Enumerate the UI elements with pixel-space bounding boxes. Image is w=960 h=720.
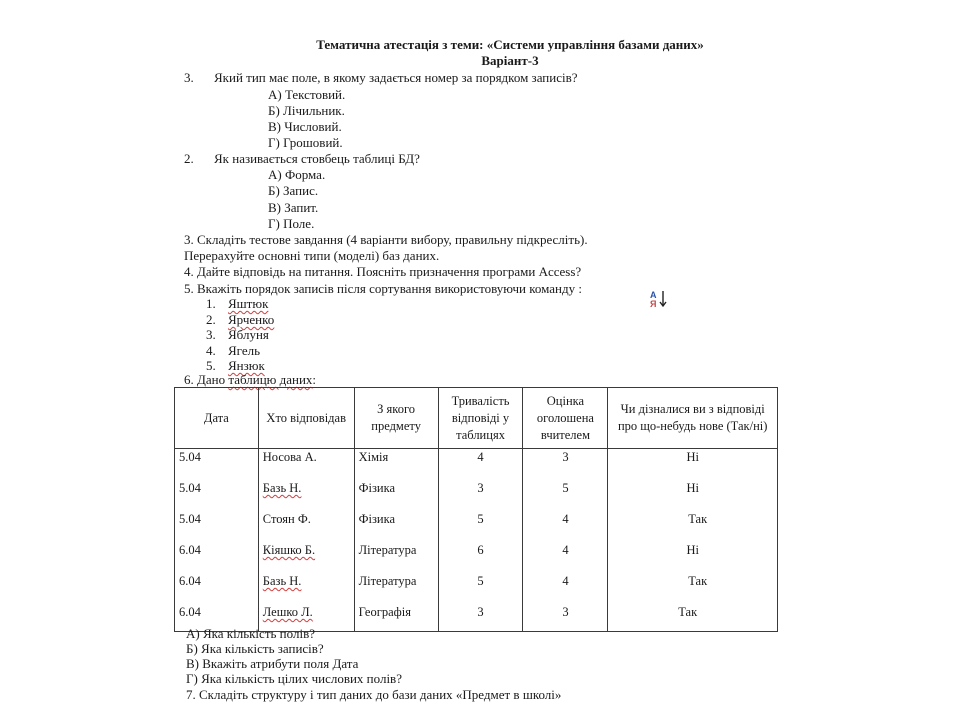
- q5-list-name-1: Яштюк: [228, 296, 269, 311]
- cell-date: 6.04: [175, 571, 259, 602]
- q5-list-num-5: 5.: [206, 358, 216, 373]
- cell-grade: 4: [523, 571, 608, 602]
- q6-subquestion-b: Б) Яка кількість записів?: [186, 641, 324, 656]
- cell-grade: 4: [523, 540, 608, 571]
- q6-subquestion-d: Г) Яка кількість цілих числових полів?: [186, 671, 402, 686]
- cell-duration: 5: [438, 571, 523, 602]
- q6-text-underlined: таблицю даних: [228, 372, 313, 387]
- cell-duration: 3: [438, 602, 523, 632]
- cell-grade: 3: [523, 449, 608, 479]
- header-learned-new: Чи дізналися ви з відповіді про що-небудь нове (Так/ні): [608, 388, 778, 449]
- cell-who: Стоян Ф.: [258, 509, 354, 540]
- q5-list-num-2: 2.: [206, 312, 216, 327]
- cell-learned: Ні: [608, 449, 778, 479]
- q2-option-d: Г) Поле.: [268, 216, 315, 231]
- q5-list-num-4: 4.: [206, 343, 216, 358]
- data-table: [174, 387, 778, 632]
- q2-text: Як називається стовбець таблиці БД?: [214, 151, 420, 166]
- cell-date: 6.04: [175, 540, 259, 571]
- q3-line1: 3. Складіть тестове завдання (4 варіанти вибору, правильну підкресліть).: [184, 232, 588, 247]
- q5-list-name-5: Янзюк: [228, 358, 265, 373]
- q5-list-name-4: Ягель: [228, 343, 261, 358]
- cell-learned: Ні: [608, 540, 778, 571]
- cell-duration: 4: [438, 449, 523, 479]
- cell-who: Кіяшко Б.: [258, 540, 354, 571]
- q1-text: Який тип має поле, в якому задається номер за порядком записів?: [214, 70, 578, 85]
- cell-subject: Фізика: [354, 478, 438, 509]
- q6-text: 6. Дано таблицю даних:: [184, 372, 317, 387]
- q1-option-d: Г) Грошовий.: [268, 135, 343, 150]
- q1-option-a: А) Текстовий.: [268, 87, 346, 102]
- svg-text:А: А: [650, 290, 657, 300]
- q6-subquestion-a: А) Яка кількість полів?: [186, 626, 315, 641]
- cell-who: Лешко Л.: [258, 602, 354, 632]
- sort-ascending-icon: [648, 289, 670, 309]
- q1-option-c: В) Числовий.: [268, 119, 342, 134]
- q5-list-name-2: Ярченко: [228, 312, 275, 327]
- q1-option-b: Б) Лічильник.: [268, 103, 345, 118]
- q2-number: 2.: [184, 151, 194, 166]
- cell-duration: 6: [438, 540, 523, 571]
- cell-date: 5.04: [175, 509, 259, 540]
- table-row: [175, 449, 778, 479]
- cell-who: Базь Н.: [258, 478, 354, 509]
- q5-text: 5. Вкажіть порядок записів після сортування використовуючи команду :: [184, 281, 582, 296]
- q2-option-b: Б) Запис.: [268, 183, 319, 198]
- header-subject: З якого предмету: [354, 388, 438, 449]
- cell-learned: Так: [608, 509, 778, 540]
- q6-subquestion-c: В) Вкажіть атрибути поля Дата: [186, 656, 359, 671]
- table-row: [175, 478, 778, 509]
- cell-who: Базь Н.: [258, 571, 354, 602]
- cell-grade: 4: [523, 509, 608, 540]
- cell-subject: Література: [354, 571, 438, 602]
- q5-list-name-3: Яблуня: [228, 327, 269, 342]
- cell-learned: Так: [608, 571, 778, 602]
- cell-learned: Ні: [608, 478, 778, 509]
- cell-date: 5.04: [175, 449, 259, 479]
- cell-learned: Так: [608, 602, 778, 632]
- table-row: [175, 571, 778, 602]
- q1-number: 3.: [184, 70, 194, 85]
- header-duration: Тривалість відповіді у таблицях: [438, 388, 523, 449]
- header-who-answered: Хто відповідав: [258, 388, 354, 449]
- cell-subject: Хімія: [354, 449, 438, 479]
- cell-subject: Фізика: [354, 509, 438, 540]
- cell-subject: Література: [354, 540, 438, 571]
- document-title: Тематична атестація з теми: «Системи управління базами даних»: [316, 37, 704, 52]
- table-header-row: [175, 388, 778, 449]
- q3-line2: Перерахуйте основні типи (моделі) баз даних.: [184, 248, 440, 263]
- header-grade: Оцінка оголошена вчителем: [523, 388, 608, 449]
- cell-who: Носова А.: [258, 449, 354, 479]
- q4-text: 4. Дайте відповідь на питання. Поясніть призначення програми Access?: [184, 264, 582, 279]
- cell-duration: 3: [438, 478, 523, 509]
- svg-text:Я: Я: [650, 299, 657, 309]
- table-row: [175, 540, 778, 571]
- cell-grade: 3: [523, 602, 608, 632]
- q2-option-a: А) Форма.: [268, 167, 326, 182]
- cell-grade: 5: [523, 478, 608, 509]
- cell-duration: 5: [438, 509, 523, 540]
- q5-list-num-1: 1.: [206, 296, 216, 311]
- header-date: Дата: [175, 388, 259, 449]
- cell-date: 5.04: [175, 478, 259, 509]
- cell-date: 6.04: [175, 602, 259, 632]
- table-row: [175, 509, 778, 540]
- cell-subject: Географія: [354, 602, 438, 632]
- variant-label: Варіант-3: [481, 53, 539, 68]
- q7-text: 7. Складіть структуру і тип даних до бази даних «Предмет в школі»: [186, 687, 562, 702]
- q2-option-c: В) Запит.: [268, 200, 319, 215]
- q5-list-num-3: 3.: [206, 327, 216, 342]
